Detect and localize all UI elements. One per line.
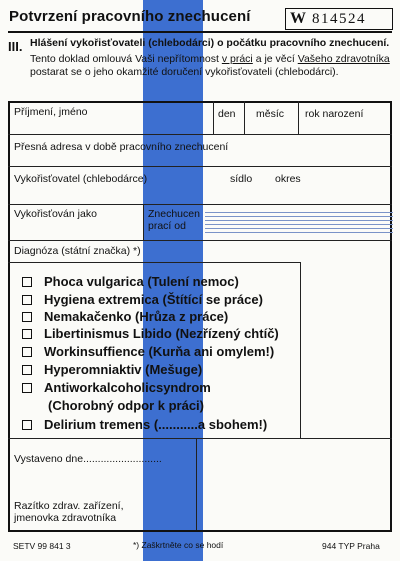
diagnosis-box-right xyxy=(300,262,301,438)
divider xyxy=(298,101,299,134)
diagnosis-option[interactable] xyxy=(22,309,228,324)
diagnosis-option[interactable] xyxy=(22,417,267,432)
section-heading: Hlášení vykořisťovateli (chlebodárci) o počátku pracovního znechucení. xyxy=(30,37,390,49)
row-rule xyxy=(8,166,392,167)
diagnosis-option[interactable] xyxy=(22,274,239,289)
hatch-line xyxy=(205,224,393,225)
district-label: okres xyxy=(275,173,301,185)
hatch-line xyxy=(205,228,393,229)
address-label: Přesná adresa v době pracovního znechucení xyxy=(14,141,229,153)
form-code: SETV 99 841 3 xyxy=(13,541,71,551)
diagnosis-option[interactable] xyxy=(22,362,202,377)
diagnosis-option[interactable] xyxy=(22,344,274,359)
hatch-line xyxy=(205,212,393,213)
header-rule xyxy=(8,31,392,33)
diagnosis-text: Hyperomniaktiv (Mešuge) xyxy=(44,362,203,377)
issued-date-label: Vystaveno dne........................... xyxy=(14,453,162,465)
checkbox[interactable] xyxy=(22,312,32,322)
form-bottom-border xyxy=(8,530,392,532)
hatch-line xyxy=(205,220,393,221)
checkbox[interactable] xyxy=(22,383,32,393)
divider xyxy=(143,204,144,240)
seat-label: sídlo xyxy=(230,173,253,185)
diagnosis-text: Delirium tremens (...........a sbohem!) xyxy=(44,417,268,432)
diagnosis-label: Diagnóza (státní značka) *) xyxy=(14,245,141,257)
intro-text xyxy=(30,53,390,79)
form-top-border xyxy=(8,101,392,103)
stamp-label-1: Razítko zdrav. zařízení, xyxy=(14,500,124,512)
hatch-line xyxy=(205,232,393,233)
divider xyxy=(196,438,197,531)
disgusted-since-label-1: Znechucen xyxy=(148,208,200,220)
diagnosis-option[interactable] xyxy=(22,292,263,307)
diagnosis-text: Phoca vulgarica (Tulení nemoc) xyxy=(44,274,239,289)
day-label: den xyxy=(218,108,236,120)
row-rule xyxy=(8,204,392,205)
diagnosis-text-continued: (Chorobný odpor k práci) xyxy=(48,398,204,413)
checkbox[interactable] xyxy=(22,295,32,305)
checkbox[interactable] xyxy=(22,347,32,357)
intro-text-part: a je věcí xyxy=(252,53,298,65)
diagnosis-text: Antiworkalcoholicsyndrom xyxy=(44,380,211,395)
name-label: Příjmení, jméno xyxy=(14,106,88,118)
divider xyxy=(244,101,245,134)
exploited-as-label: Vykořisťován jako xyxy=(14,208,97,220)
diagnosis-text: Nemakačenko (Hrůza z práce) xyxy=(44,309,229,324)
printer-code: 944 TYP Praha xyxy=(322,541,380,551)
checkbox[interactable] xyxy=(22,365,32,375)
month-label: měsíc xyxy=(256,108,285,120)
checkbox[interactable] xyxy=(22,420,32,430)
row-rule xyxy=(8,134,392,135)
form-title: Potvrzení pracovního znechucení xyxy=(9,8,251,25)
diagnosis-text: Libertinismus Libido (Nezřízený chtíč) xyxy=(44,326,279,341)
stamp-label-2: jmenovka zdravotníka xyxy=(14,512,117,524)
diagnosis-rule xyxy=(8,262,300,263)
checkbox[interactable] xyxy=(22,329,32,339)
footnote: *) Zaškrtněte co se hodí xyxy=(133,540,224,550)
intro-underlined-medic: Vašeho zdravotníka xyxy=(297,53,390,65)
intro-underlined-work: v práci xyxy=(221,53,253,65)
diagnosis-option[interactable] xyxy=(22,326,279,341)
birth-year-label: rok narození xyxy=(305,108,364,120)
serial-mark: W xyxy=(290,10,306,27)
section-number: III. xyxy=(8,39,23,54)
hatch-line xyxy=(205,216,393,217)
divider xyxy=(213,101,214,134)
serial-number: 814524 xyxy=(312,10,366,27)
exploiter-label: Vykořisťovatel (chlebodárce) xyxy=(14,173,148,185)
serial-number-box xyxy=(285,8,393,30)
diagnosis-text: Workinsuffience (Kurňa ani omylem!) xyxy=(44,344,275,359)
intro-text-part: Tento doklad omlouvá Vaši nepřítomnost xyxy=(30,53,219,65)
row-rule xyxy=(8,240,392,241)
checkbox[interactable] xyxy=(22,277,32,287)
diagnosis-option[interactable] xyxy=(22,380,211,395)
row-rule xyxy=(8,438,392,439)
intro-text-part: postarat se o jeho okamžité doručení vykořisťovateli (chlebodárci). xyxy=(30,66,339,78)
disgusted-since-label-2: prací od xyxy=(148,220,186,232)
diagnosis-text: Hygiena extremica (Štítící se práce) xyxy=(44,292,263,307)
